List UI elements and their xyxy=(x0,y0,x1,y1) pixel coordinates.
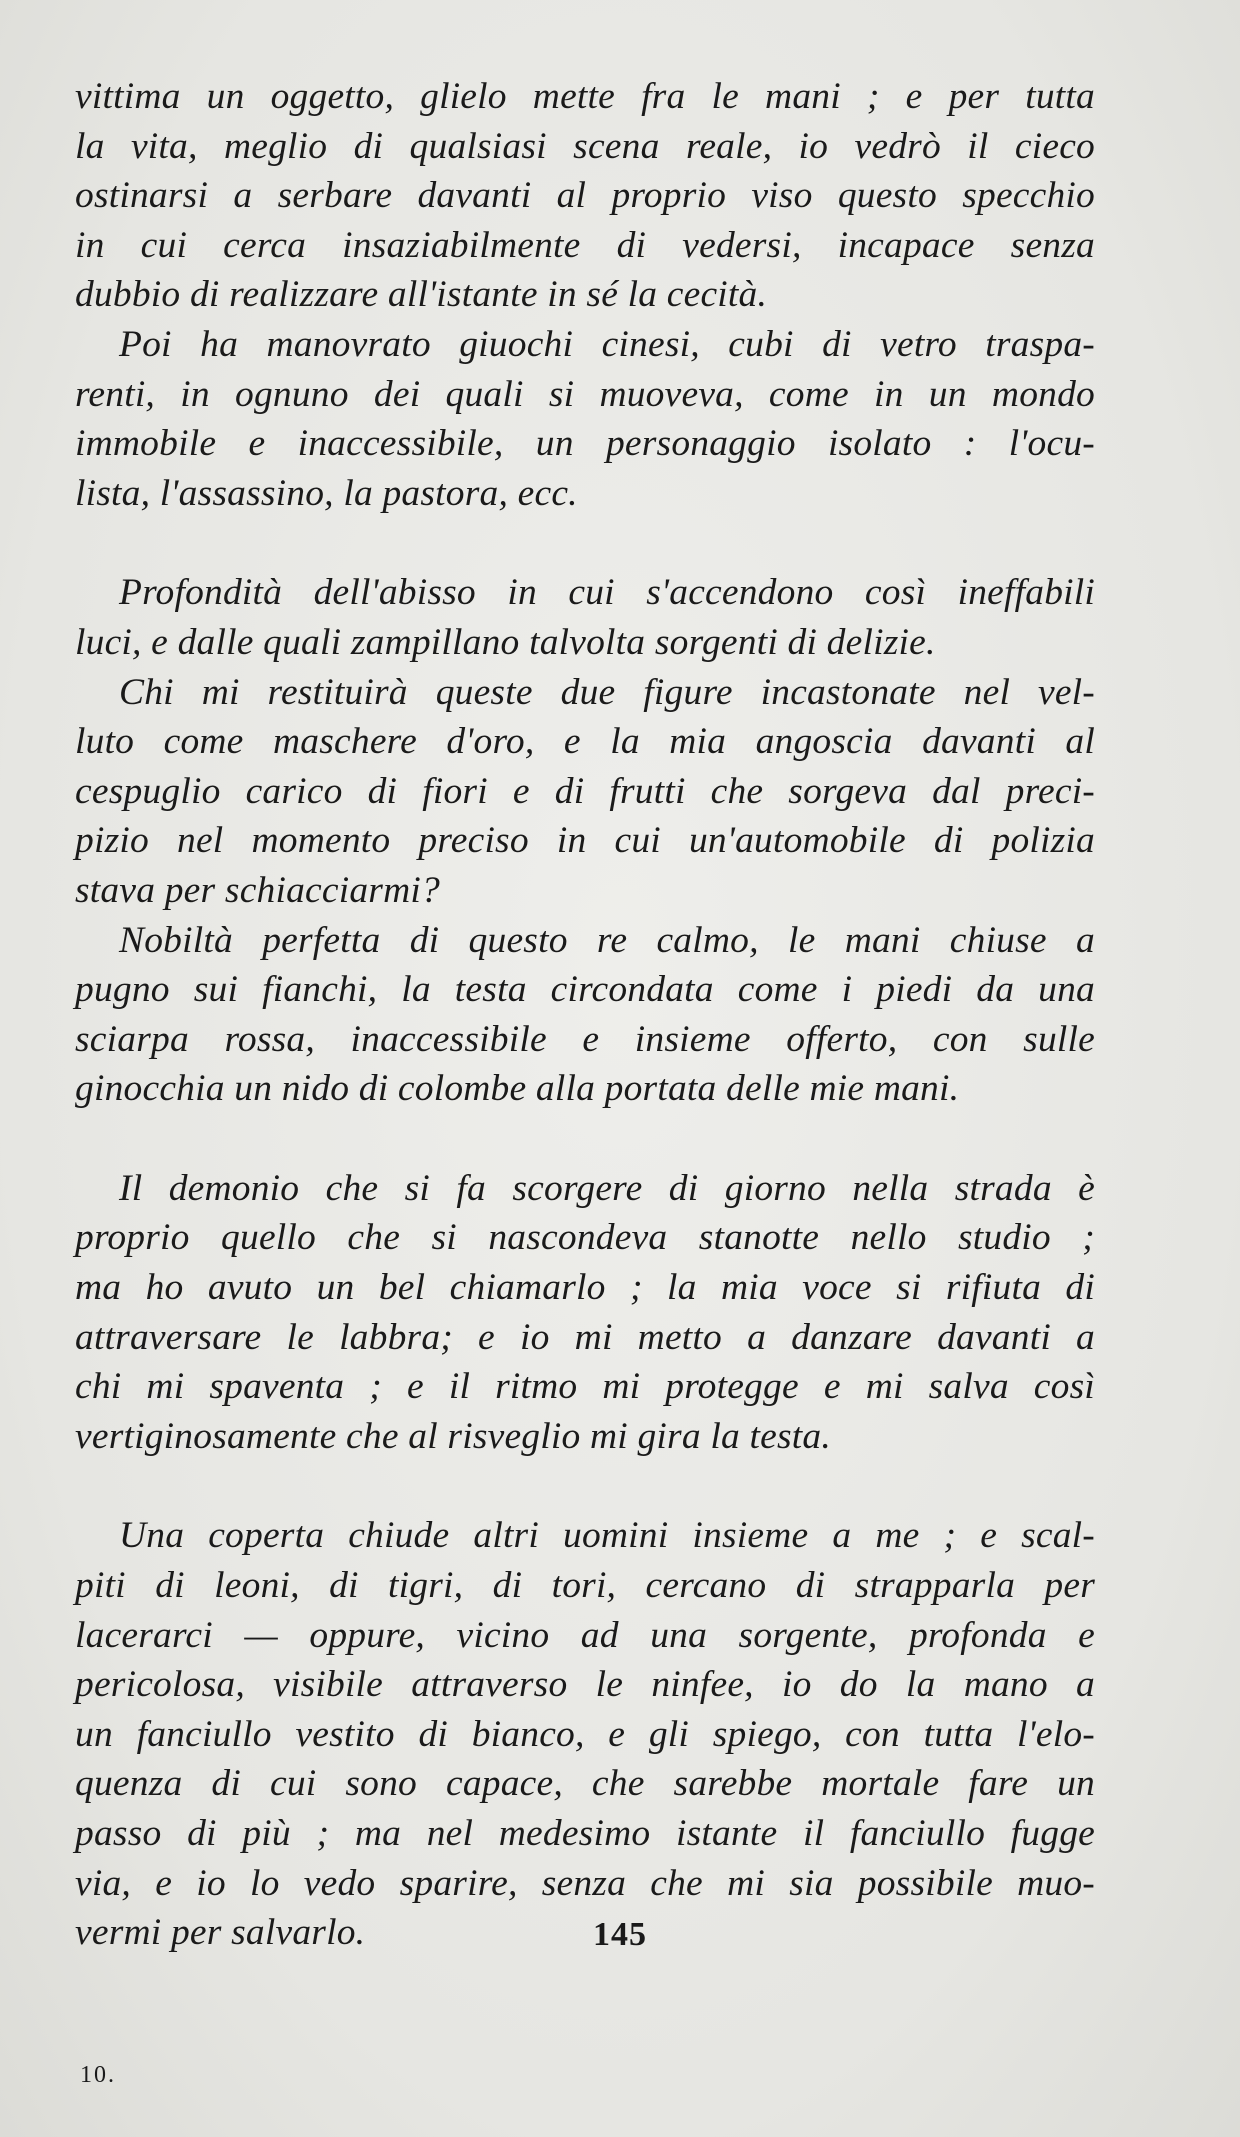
paragraph-1 xyxy=(75,72,1095,320)
text-line: Profondità dell'abisso in cui s'accendono così ineffabili xyxy=(119,572,1095,614)
text-line: cespuglio carico di fiori e di frutti che sorgeva dal preci- xyxy=(75,770,1095,812)
text-line: Nobiltà perfetta di questo re calmo, le mani chiuse a xyxy=(119,919,1095,961)
text-line: chi mi spaventa ; e il ritmo mi protegge e mi salva così xyxy=(75,1366,1095,1408)
text-line: stava per schiacciarmi? xyxy=(75,869,440,911)
text-line: attraversare le labbra; e io mi metto a danzare davanti a xyxy=(75,1316,1095,1358)
text-line: luto come maschere d'oro, e la mia angoscia davanti al xyxy=(75,721,1095,763)
paragraph-4 xyxy=(75,668,1095,916)
text-line: Una coperta chiude altri uomini insieme a me ; e scal- xyxy=(119,1515,1095,1557)
text-line: vertiginosamente che al risveglio mi gira la testa. xyxy=(75,1415,831,1457)
paragraph-7 xyxy=(75,1511,1095,1957)
text-line: la vita, meglio di qualsiasi scena reale, io vedrò il cieco xyxy=(75,125,1095,167)
text-line: quenza di cui sono capace, che sarebbe mortale fare un xyxy=(75,1763,1095,1805)
text-line: passo di più ; ma nel medesimo istante il fanciullo fugge xyxy=(75,1813,1095,1854)
text-line: in cui cerca insaziabilmente di vedersi, incapace senza xyxy=(75,224,1095,266)
text-line: lacerarci — oppure, vicino ad una sorgente, profonda e xyxy=(75,1614,1095,1656)
text-line: pizio nel momento preciso in cui un'automobile di polizia xyxy=(75,820,1095,862)
text-line: ginocchia un nido di colombe alla portata delle mie mani. xyxy=(75,1068,960,1110)
paragraph-2 xyxy=(75,320,1095,518)
text-line: luci, e dalle quali zampillano talvolta sorgenti di delizie. xyxy=(75,621,936,663)
paragraph-6 xyxy=(75,1164,1095,1462)
paragraph-3 xyxy=(75,568,1095,667)
signature-mark: 10. xyxy=(80,2062,116,2088)
text-line: lista, l'assassino, la pastora, ecc. xyxy=(75,472,578,514)
body-text xyxy=(75,72,1095,1958)
text-line: vittima un oggetto, glielo mette fra le mani ; e per tutta xyxy=(75,76,1095,117)
text-line: dubbio di realizzare all'istante in sé la cecità. xyxy=(75,274,768,316)
text-line: pericolosa, visibile attraverso le ninfee, io do la mano a xyxy=(75,1664,1095,1706)
section-gap xyxy=(75,1461,1095,1511)
text-line: via, e io lo vedo sparire, senza che mi sia possibile muo- xyxy=(75,1862,1095,1904)
text-line: sciarpa rossa, inaccessibile e insieme offerto, con sulle xyxy=(75,1018,1095,1060)
text-line: pugno sui fianchi, la testa circondata come i piedi da una xyxy=(75,969,1095,1011)
section-gap xyxy=(75,1114,1095,1164)
text-line: ostinarsi a serbare davanti al proprio viso questo specchio xyxy=(75,175,1095,217)
text-line: immobile e inaccessibile, un personaggio isolato : l'ocu- xyxy=(75,423,1095,465)
text-line: Chi mi restituirà queste due figure incastonate nel vel- xyxy=(119,671,1095,713)
text-line: proprio quello che si nascondeva stanotte nello studio ; xyxy=(75,1217,1095,1259)
text-line: vermi per salvarlo. xyxy=(75,1912,366,1954)
text-line: un fanciullo vestito di bianco, e gli spiego, con tutta l'elo- xyxy=(75,1713,1095,1755)
text-line: Il demonio che si fa scorgere di giorno nella strada è xyxy=(119,1167,1095,1209)
text-line: Poi ha manovrato giuochi cinesi, cubi di vetro traspa- xyxy=(119,323,1095,365)
text-line: renti, in ognuno dei quali si muoveva, come in un mondo xyxy=(75,373,1095,415)
text-line: piti di leoni, di tigri, di tori, cercano di strapparla per xyxy=(75,1565,1095,1607)
page-number: 145 xyxy=(593,1916,647,1953)
paragraph-5 xyxy=(75,916,1095,1114)
section-gap xyxy=(75,518,1095,568)
text-line: ma ho avuto un bel chiamarlo ; la mia voce si rifiuta di xyxy=(75,1267,1095,1309)
